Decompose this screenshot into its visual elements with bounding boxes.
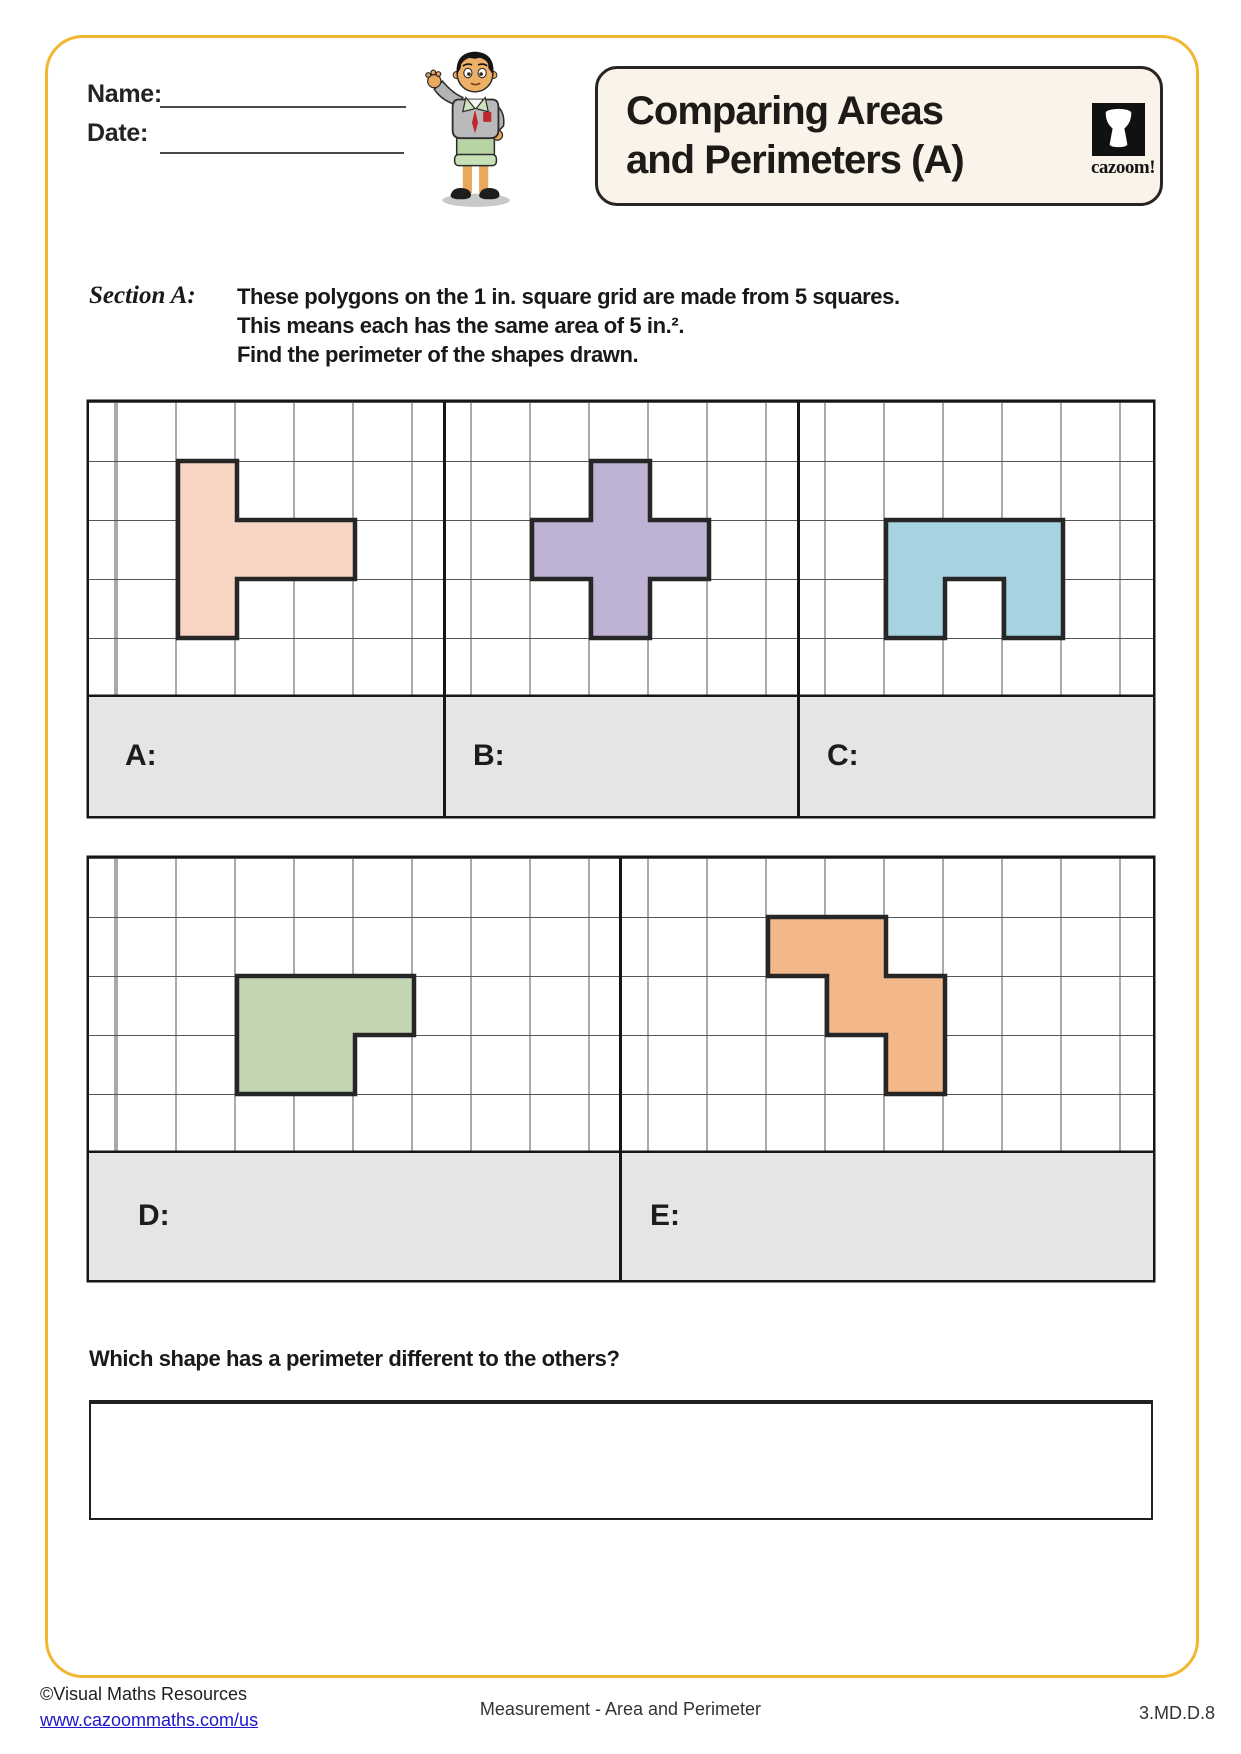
worksheet-title-box bbox=[595, 66, 1163, 206]
djembe-drum-icon bbox=[1091, 103, 1146, 156]
footer-copyright: ©Visual Maths Resources bbox=[40, 1684, 248, 1704]
shape-e-pentomino bbox=[768, 917, 945, 1094]
answer-label-d: D: bbox=[138, 1199, 170, 1232]
answer-band-de bbox=[89, 1153, 1153, 1280]
square-grid-de bbox=[89, 858, 1153, 1153]
cazoom-logo-word: cazoom! bbox=[1091, 157, 1156, 178]
final-question: Which shape has a perimeter different to the others? bbox=[89, 1346, 620, 1371]
square-grid-abc bbox=[89, 402, 1153, 697]
answer-label-e: E: bbox=[650, 1199, 680, 1232]
worksheet-title-line1: Comparing Areas bbox=[626, 89, 943, 133]
footer-website-link[interactable]: www.cazoommaths.com/us bbox=[40, 1710, 259, 1730]
instruction-line-1: These polygons on the 1 in. square grid are made from 5 squares. bbox=[237, 284, 900, 309]
band-panel-divider bbox=[443, 697, 446, 816]
answer-label-a: A: bbox=[125, 739, 157, 772]
footer-standard-code: 3.MD.D.8 bbox=[1138, 1703, 1215, 1723]
final-answer-box[interactable] bbox=[89, 1400, 1153, 1520]
instruction-line-2: This means each has the same area of 5 in.². bbox=[237, 313, 685, 338]
name-label: Name: bbox=[87, 80, 162, 108]
shape-a-pentomino bbox=[178, 461, 355, 638]
band-panel-divider bbox=[797, 697, 800, 816]
cazoom-logo bbox=[1091, 103, 1201, 179]
date-label: Date: bbox=[87, 119, 149, 147]
answer-label-b: B: bbox=[473, 739, 505, 772]
grid-panel-divider bbox=[443, 402, 446, 697]
student-character-illustration bbox=[418, 46, 530, 210]
section-a-label: Section A: bbox=[89, 282, 196, 309]
footer-topic: Measurement - Area and Perimeter bbox=[479, 1699, 762, 1719]
shape-c-pentomino bbox=[886, 520, 1063, 638]
worksheet-title-line2: and Perimeters (A) bbox=[626, 138, 964, 182]
grid-panel-divider bbox=[797, 402, 800, 697]
answer-label-c: C: bbox=[827, 739, 859, 772]
shape-b-pentomino bbox=[532, 461, 709, 638]
shape-d-pentomino bbox=[237, 976, 414, 1094]
grid-panel-divider bbox=[619, 858, 622, 1153]
answer-band-abc bbox=[89, 697, 1153, 816]
section-a bbox=[89, 282, 900, 369]
name-input-line[interactable] bbox=[160, 84, 406, 108]
band-panel-divider bbox=[619, 1153, 622, 1280]
instruction-line-3: Find the perimeter of the shapes drawn. bbox=[237, 342, 639, 367]
date-input-line[interactable] bbox=[160, 130, 404, 154]
